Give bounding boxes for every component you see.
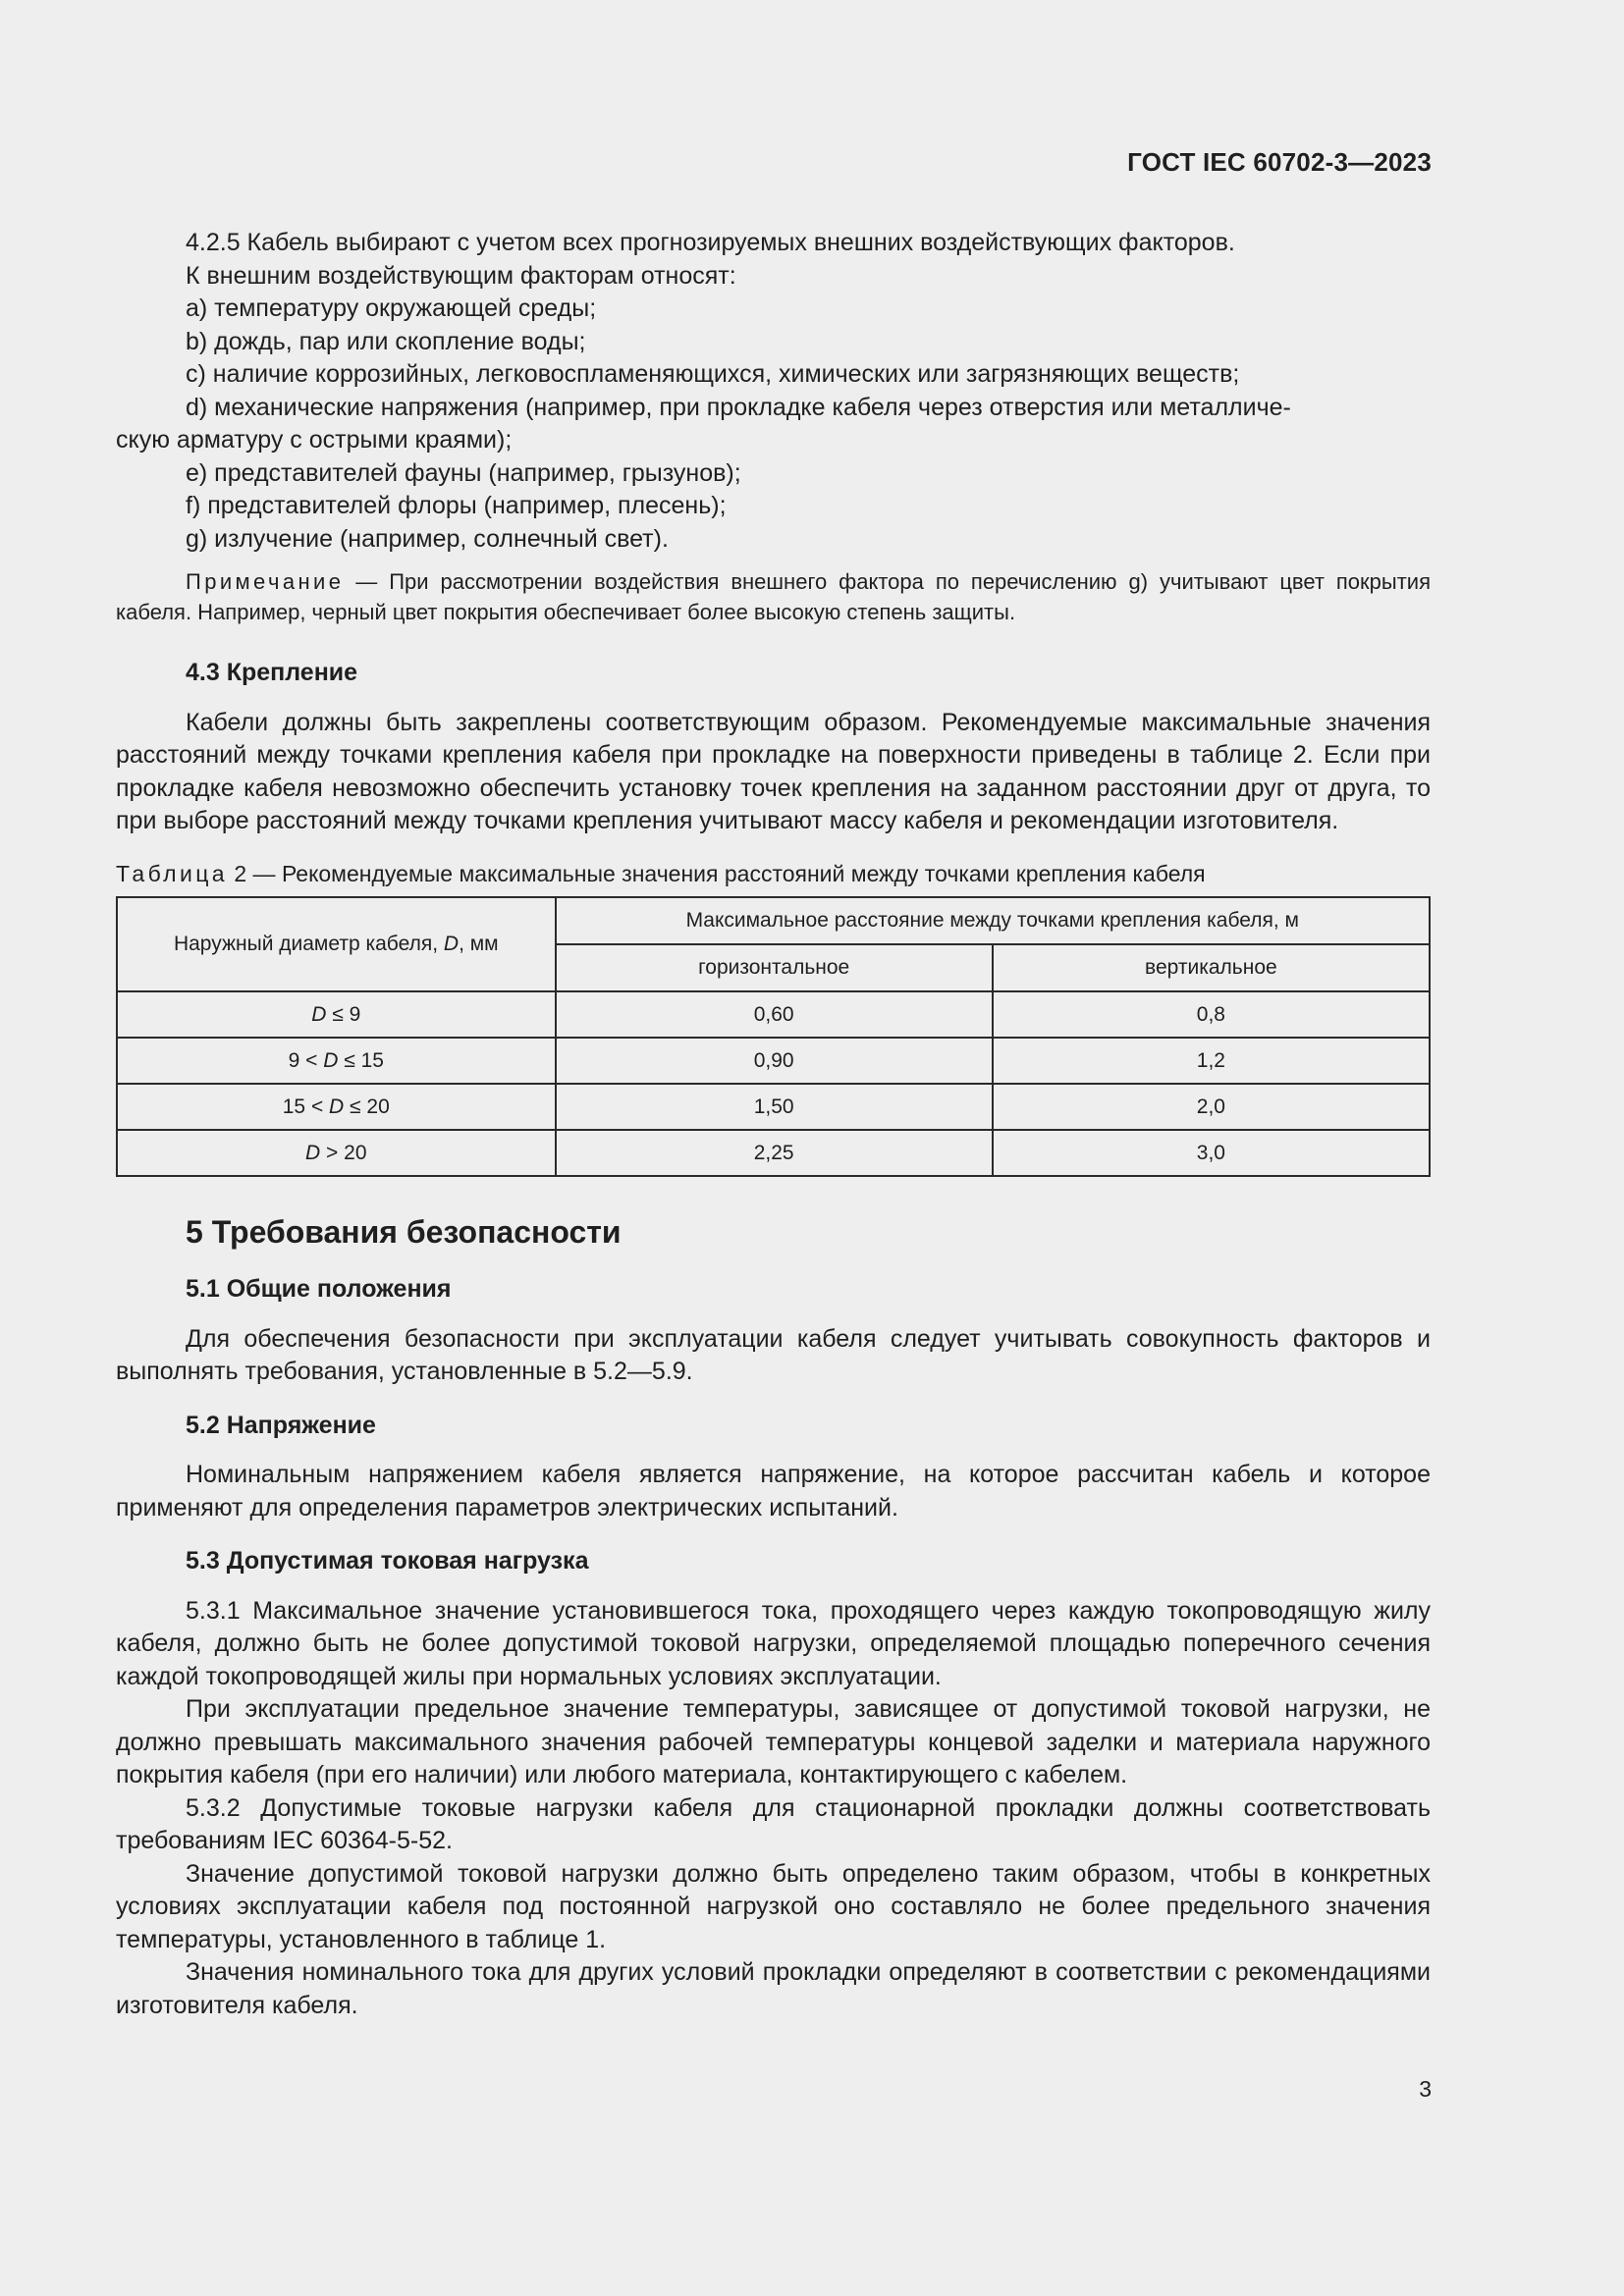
vertical-distance-cell: 2,0	[993, 1084, 1430, 1130]
note	[116, 566, 1431, 627]
table-caption-text: 2 — Рекомендуемые максимальные значения расстояний между точками крепления кабеля	[227, 860, 1206, 886]
table-2-body	[117, 991, 1430, 1176]
table-row	[117, 1130, 1430, 1176]
horizontal-distance-cell: 2,25	[556, 1130, 993, 1176]
horizontal-distance-cell: 0,90	[556, 1038, 993, 1084]
list-item-e: e) представителей фауны (например, грызунов);	[186, 458, 741, 487]
list-item-d: d) механические напряжения (например, при прокладке кабеля через отверстия или металличе-	[186, 393, 1291, 421]
table-row	[117, 991, 1430, 1038]
clause-4-2-5-intro: 4.2.5 Кабель выбирают с учетом всех прогнозируемых внешних воздействующих факторов.	[186, 229, 1235, 256]
heading-5: 5 Требования безопасности	[186, 1214, 622, 1250]
diameter-range-cell: 15 < D ≤ 20	[117, 1084, 556, 1130]
page-content	[116, 227, 1431, 2022]
heading-5-3: 5.3 Допустимая токовая нагрузка	[186, 1547, 589, 1575]
document-header: ГОСТ IEC 60702-3—2023	[1127, 147, 1432, 177]
list-item-d-continuation: скую арматуру с острыми краями);	[116, 426, 513, 454]
horizontal-distance-cell: 1,50	[556, 1084, 993, 1130]
diameter-range-cell: D ≤ 9	[117, 991, 556, 1038]
page-number: 3	[1419, 2076, 1432, 2102]
diameter-range-cell: D > 20	[117, 1130, 556, 1176]
clause-5-3-1-paragraph-2: При эксплуатации предельное значение температуры, зависящее от допустимой токовой нагрузки, не должно превышать максимального значения рабочей температуры концевой заделки и материала наружного покрытия кабеля (при его наличии) или любого материала, контактирующего с кабелем.	[116, 1695, 1431, 1789]
table-caption-label: Таблица	[116, 860, 228, 886]
note-label: Примечание	[186, 569, 345, 594]
table-2-caption	[116, 858, 1431, 891]
column-group-header-max-distance: Максимальное расстояние между точками крепления кабеля, м	[556, 897, 1430, 944]
diameter-range-cell: 9 < D ≤ 15	[117, 1038, 556, 1084]
clause-4-3-paragraph: Кабели должны быть закреплены соответствующим образом. Рекомендуемые максимальные значения расстояний между точками крепления кабеля при прокладке на поверхности приведены в таблице 2. Если при прокладке кабеля невозможно обеспечить установку точек крепления на заданном расстоянии друг от друга, то при выборе расстояний между точками крепления учитывают массу кабеля и рекомендации изготовителя.	[116, 708, 1431, 834]
vertical-distance-cell: 1,2	[993, 1038, 1430, 1084]
list-item-b: b) дождь, пар или скопление воды;	[186, 327, 586, 355]
note-text: — При рассмотрении воздействия внешнего фактора по перечислению g) учитывают цвет покрытия кабеля. Например, черный цвет покрытия обеспечивает более высокую степень защиты.	[116, 569, 1431, 624]
vertical-distance-cell: 0,8	[993, 991, 1430, 1038]
column-header-horizontal: горизонтальное	[556, 944, 993, 991]
heading-4-3: 4.3 Крепление	[186, 659, 358, 686]
table-row	[117, 1038, 1430, 1084]
clause-5-2-paragraph: Номинальным напряжением кабеля является напряжение, на которое рассчитан кабель и которое применяют для определения параметров электрических испытаний.	[116, 1461, 1431, 1522]
heading-5-1: 5.1 Общие положения	[186, 1275, 452, 1303]
list-item-a: a) температуру окружающей среды;	[186, 294, 597, 322]
clause-5-3-2-paragraph: 5.3.2 Допустимые токовые нагрузки кабеля для стационарной прокладки должны соответствовать требованиям IEC 60364-5-52.	[116, 1793, 1431, 1854]
column-header-vertical: вертикальное	[993, 944, 1430, 991]
clause-5-3-2-paragraph-3: Значения номинального тока для других условий прокладки определяют в соответствии с рекомендациями изготовителя кабеля.	[116, 1958, 1431, 2019]
list-item-g: g) излучение (например, солнечный свет).	[186, 524, 669, 553]
clause-5-3-1-paragraph: 5.3.1 Максимальное значение установившегося тока, проходящего через каждую токопроводящую жилу кабеля, должно быть не более допустимой токовой нагрузки, определяемой площадью поперечного сечения каждой токопроводящей жилы при нормальных условиях эксплуатации.	[116, 1596, 1431, 1690]
clause-5-3-2-paragraph-2: Значение допустимой токовой нагрузки должно быть определено таким образом, чтобы в конкретных условиях эксплуатации кабеля под постоянной нагрузкой оно составляло не более предельного значения температуры, установленного в таблице 1.	[116, 1859, 1431, 1953]
horizontal-distance-cell: 0,60	[556, 991, 993, 1038]
clause-4-2-5-lead: К внешним воздействующим факторам относят:	[186, 261, 736, 290]
heading-5-2: 5.2 Напряжение	[186, 1411, 376, 1439]
vertical-distance-cell: 3,0	[993, 1130, 1430, 1176]
clause-5-1-paragraph: Для обеспечения безопасности при эксплуатации кабеля следует учитывать совокупность факторов и выполнять требования, установленные в 5.2—5.9.	[116, 1324, 1431, 1385]
table-row	[117, 1084, 1430, 1130]
column-header-diameter: Наружный диаметр кабеля, D, мм	[117, 897, 556, 991]
table-2	[116, 896, 1431, 1177]
list-item-c: c) наличие коррозийных, легковоспламеняющихся, химических или загрязняющих веществ;	[186, 360, 1240, 388]
list-item-f: f) представителей флоры (например, плесень);	[186, 492, 727, 519]
